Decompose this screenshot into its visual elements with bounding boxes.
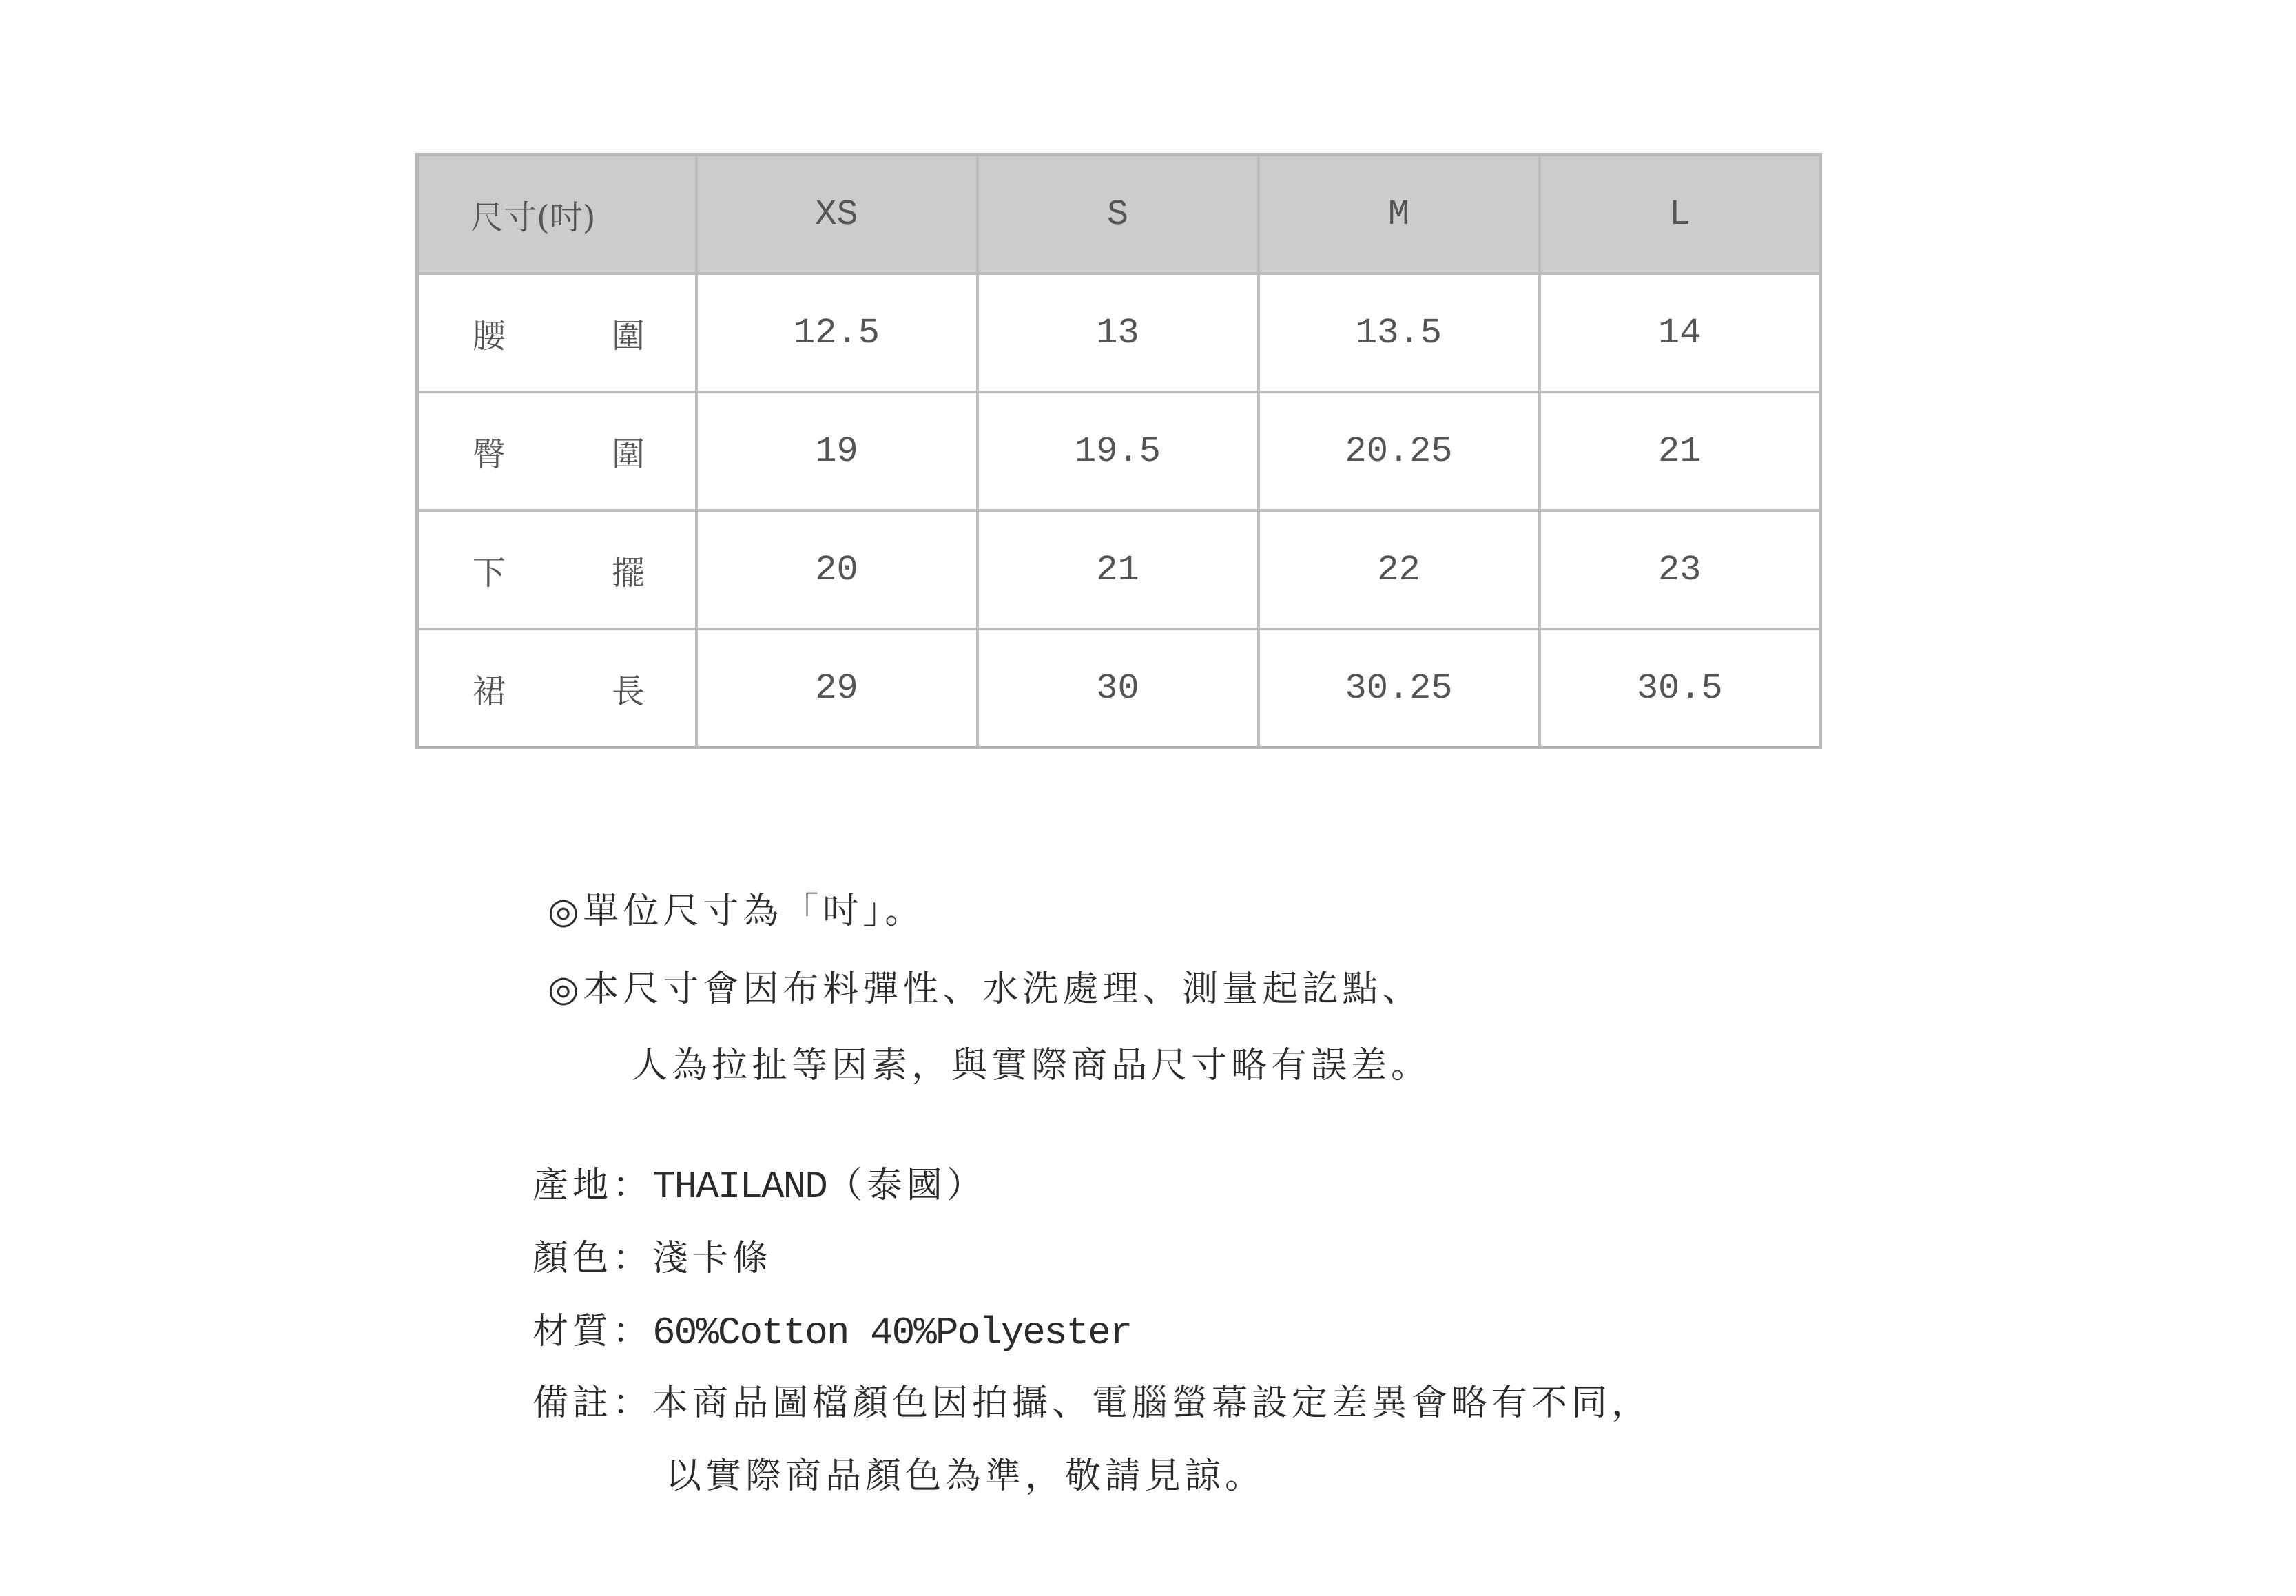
cell-hem-s: 21 [978, 510, 1259, 629]
row-label-length [417, 629, 696, 748]
cell-waist-xs: 12.5 [696, 273, 978, 392]
unit-header: 尺寸(吋) [417, 155, 696, 274]
cell-hem-xs: 20 [696, 510, 978, 629]
cell-waist-m: 13.5 [1259, 273, 1540, 392]
table-row-hip [417, 392, 1821, 510]
row-label-char: 圍 [611, 435, 645, 474]
row-label-char: 臀 [473, 435, 506, 474]
note-unit: ◎單位尺寸為「吋」。 [548, 891, 925, 932]
spec-material [532, 1302, 1131, 1355]
spec-remark-line1: 本商品圖檔顏色因拍攝、電腦螢幕設定差異會略有不同， [652, 1382, 1652, 1424]
table-row-hem [417, 510, 1821, 629]
size-s-header: S [978, 155, 1259, 274]
cell-length-s: 30 [978, 629, 1259, 748]
spec-origin [532, 1156, 986, 1209]
spec-origin-label: 產地： [532, 1165, 653, 1206]
size-chart-table [415, 153, 1822, 749]
row-label-waist [417, 273, 696, 392]
note-variance-continued: 人為拉扯等因素，與實際商品尺寸略有誤差。 [632, 1045, 1431, 1086]
cell-hip-xs: 19 [696, 392, 978, 510]
row-label-char: 下 [473, 553, 506, 592]
cell-hip-s: 19.5 [978, 392, 1259, 510]
size-l-header: L [1540, 155, 1821, 274]
spec-remark-label: 備註： [532, 1382, 653, 1424]
spec-origin-suffix: （泰國） [826, 1165, 986, 1206]
row-label-char: 裙 [473, 672, 506, 711]
row-label-hip [417, 392, 696, 510]
note-variance: ◎本尺寸會因布料彈性、水洗處理、測量起訖點、 [548, 968, 1423, 1010]
cell-waist-l: 14 [1540, 273, 1821, 392]
size-m-header: M [1259, 155, 1540, 274]
size-header-row [417, 155, 1821, 274]
spec-color-label: 顏色： [532, 1238, 653, 1279]
spec-color-value: 淺卡條 [652, 1238, 773, 1279]
spec-color [532, 1229, 772, 1281]
row-label-char: 腰 [473, 316, 506, 355]
table-row-waist [417, 273, 1821, 392]
cell-hem-l: 23 [1540, 510, 1821, 629]
size-xs-header: XS [696, 155, 978, 274]
row-label-char: 擺 [611, 553, 645, 592]
cell-hip-l: 21 [1540, 392, 1821, 510]
row-label-char: 長 [611, 672, 645, 711]
cell-length-l: 30.5 [1540, 629, 1821, 748]
cell-waist-s: 13 [978, 273, 1259, 392]
cell-length-m: 30.25 [1259, 629, 1540, 748]
row-label-char: 圍 [611, 316, 645, 355]
spec-origin-value: THAILAND [652, 1165, 827, 1209]
spec-material-label: 材質： [532, 1311, 653, 1352]
spec-remark-continued: 以實際商品顏色為準，敬請見諒。 [665, 1455, 1265, 1497]
spec-material-value: 60%Cotton 40%Polyester [652, 1311, 1132, 1355]
table-row-length [417, 629, 1821, 748]
spec-remark [532, 1374, 1651, 1425]
cell-hip-m: 20.25 [1259, 392, 1540, 510]
row-label-hem [417, 510, 696, 629]
cell-length-xs: 29 [696, 629, 978, 748]
cell-hem-m: 22 [1259, 510, 1540, 629]
